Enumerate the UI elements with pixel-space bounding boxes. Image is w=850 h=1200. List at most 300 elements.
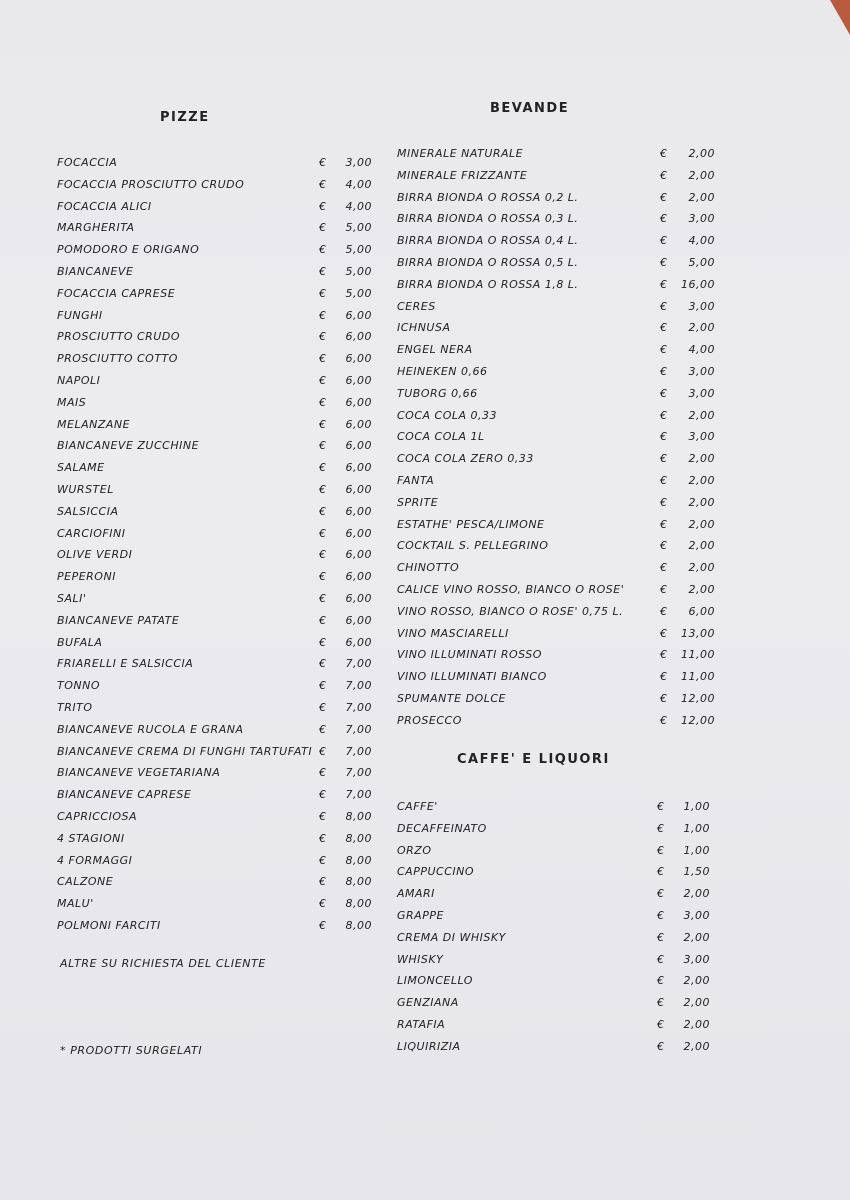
item-price: 12,00	[681, 713, 715, 727]
currency-symbol: €	[660, 343, 668, 357]
currency-symbol: €	[660, 713, 668, 727]
currency-symbol: €	[319, 504, 327, 518]
item-price: 4,00	[345, 199, 372, 213]
bevande-menu-row	[397, 670, 717, 684]
item-name: COCA COLA ZERO 0,33	[397, 452, 534, 466]
item-name: NAPOLI	[57, 374, 101, 387]
currency-symbol: €	[660, 670, 668, 684]
caffe-menu-row	[397, 865, 717, 879]
item-name: CAPRICCIOSA	[57, 810, 137, 823]
item-name: LIQUIRIZIA	[397, 1039, 461, 1053]
caffe-menu-row	[397, 909, 717, 923]
pizze-menu-row	[57, 200, 377, 214]
bevande-menu-row	[397, 234, 717, 248]
item-name: CAFFE'	[397, 800, 438, 813]
currency-symbol: €	[660, 517, 668, 531]
item-name: MARGHERITA	[57, 221, 135, 235]
item-price: 2,00	[688, 190, 715, 204]
currency-symbol: €	[319, 417, 327, 431]
pizze-menu-row	[57, 178, 377, 192]
pizze-menu-row	[57, 265, 377, 279]
item-price: 3,00	[688, 212, 715, 226]
item-price: 4,00	[688, 343, 715, 357]
bevande-menu-row	[397, 169, 717, 183]
item-name: BIRRA BIONDA O ROSSA 0,2 L.	[397, 190, 579, 204]
item-price: 12,00	[681, 692, 715, 705]
pizze-menu-row	[57, 854, 377, 868]
currency-symbol: €	[319, 374, 327, 387]
currency-symbol: €	[660, 408, 668, 422]
currency-symbol: €	[660, 212, 668, 226]
bevande-menu-row	[397, 496, 717, 510]
item-price: 8,00	[345, 831, 372, 845]
currency-symbol: €	[319, 156, 327, 169]
item-price: 7,00	[345, 766, 372, 780]
note-surgelati: * PRODOTTI SURGELATI	[60, 1044, 203, 1057]
item-price: 6,00	[345, 592, 372, 605]
bevande-menu-row	[397, 191, 717, 205]
item-price: 3,00	[683, 952, 710, 966]
item-name: PROSCIUTTO CRUDO	[57, 330, 180, 344]
currency-symbol: €	[660, 256, 668, 269]
bevande-menu-row	[397, 147, 717, 161]
pizze-menu-row	[57, 897, 377, 911]
pizze-menu-row	[57, 832, 377, 846]
bevande-menu-row	[397, 321, 717, 335]
item-price: 4,00	[688, 234, 715, 248]
bevande-menu-row	[397, 256, 717, 270]
item-name: BUFALA	[57, 635, 103, 649]
pizze-menu-row	[57, 483, 377, 497]
item-name: WHISKY	[397, 952, 444, 966]
bevande-title: BEVANDE	[490, 101, 570, 116]
item-name: PROSCIUTTO COTTO	[57, 352, 178, 366]
item-price: 5,00	[688, 256, 715, 269]
caffe-menu-row	[397, 887, 717, 901]
item-name: CALICE VINO ROSSO, BIANCO O ROSE'	[397, 583, 625, 596]
pizze-menu-row	[57, 374, 377, 388]
caffe-menu-row	[397, 931, 717, 945]
currency-symbol: €	[319, 897, 327, 911]
item-name: BIRRA BIONDA O ROSSA 0,5 L.	[397, 256, 579, 269]
currency-symbol: €	[660, 626, 668, 640]
item-price: 6,00	[345, 635, 372, 649]
item-price: 6,00	[345, 548, 372, 562]
item-price: 11,00	[681, 648, 715, 662]
item-price: 6,00	[345, 483, 372, 496]
pizze-menu-row	[57, 396, 377, 410]
pizze-menu-row	[57, 309, 377, 323]
item-price: 2,00	[688, 495, 715, 509]
item-name: FUNGHI	[57, 308, 103, 322]
currency-symbol: €	[319, 722, 327, 736]
item-name: BIRRA BIONDA O ROSSA 0,3 L.	[397, 212, 579, 226]
item-name: MAIS	[57, 395, 87, 409]
item-price: 8,00	[345, 810, 372, 823]
currency-symbol: €	[660, 365, 668, 378]
item-name: POLMONI FARCITI	[57, 919, 161, 932]
item-name: VINO ILLUMINATI BIANCO	[397, 670, 547, 684]
item-name: MINERALE NATURALE	[397, 147, 524, 160]
item-price: 2,00	[683, 1039, 710, 1053]
currency-symbol: €	[319, 919, 327, 932]
currency-symbol: €	[657, 821, 665, 835]
item-name: CERES	[397, 299, 436, 313]
bevande-menu-row	[397, 648, 717, 662]
item-price: 8,00	[345, 919, 372, 932]
item-name: PROSECCO	[397, 713, 462, 727]
item-price: 6,00	[345, 374, 372, 387]
note-altre: ALTRE SU RICHIESTA DEL CLIENTE	[60, 957, 266, 970]
currency-symbol: €	[660, 147, 668, 160]
bevande-menu-row	[397, 212, 717, 226]
item-price: 2,00	[688, 583, 715, 596]
currency-symbol: €	[319, 635, 327, 649]
item-price: 16,00	[681, 277, 715, 291]
bevande-menu-row	[397, 343, 717, 357]
item-price: 8,00	[345, 897, 372, 911]
item-price: 3,00	[688, 386, 715, 400]
item-name: AMARI	[397, 887, 435, 901]
pizze-menu-row	[57, 723, 377, 737]
item-name: MELANZANE	[57, 417, 131, 431]
item-name: POMODORO E ORIGANO	[57, 243, 200, 257]
currency-symbol: €	[319, 461, 327, 475]
item-name: TUBORG 0,66	[397, 386, 478, 400]
bevande-menu-row	[397, 583, 717, 597]
bevande-menu-row	[397, 278, 717, 292]
item-price: 1,00	[683, 821, 710, 835]
currency-symbol: €	[319, 199, 327, 213]
bevande-menu-row	[397, 518, 717, 532]
currency-symbol: €	[319, 788, 327, 802]
item-price: 6,00	[345, 395, 372, 409]
item-price: 6,00	[688, 604, 715, 618]
pizze-title: PIZZE	[160, 110, 210, 125]
currency-symbol: €	[660, 386, 668, 400]
caffe-menu-row	[397, 953, 717, 967]
item-name: BIANCANEVE PATATE	[57, 613, 180, 627]
item-price: 6,00	[345, 439, 372, 453]
currency-symbol: €	[657, 952, 665, 966]
item-price: 5,00	[345, 221, 372, 235]
currency-symbol: €	[319, 831, 327, 845]
pizze-menu-row	[57, 875, 377, 889]
currency-symbol: €	[319, 352, 327, 366]
item-price: 2,00	[688, 517, 715, 531]
currency-symbol: €	[319, 570, 327, 584]
item-price: 2,00	[683, 974, 710, 988]
item-name: ESTATHE' PESCA/LIMONE	[397, 517, 545, 531]
currency-symbol: €	[657, 887, 665, 901]
currency-symbol: €	[660, 583, 668, 596]
item-name: VINO ROSSO, BIANCO O ROSE' 0,75 L.	[397, 604, 624, 618]
item-name: CARCIOFINI	[57, 526, 126, 540]
item-price: 8,00	[345, 853, 372, 867]
currency-symbol: €	[660, 648, 668, 662]
currency-symbol: €	[319, 308, 327, 322]
item-price: 11,00	[681, 670, 715, 684]
item-price: 2,00	[688, 168, 715, 182]
bevande-menu-row	[397, 452, 717, 466]
item-price: 6,00	[345, 308, 372, 322]
item-price: 5,00	[345, 265, 372, 278]
currency-symbol: €	[660, 277, 668, 291]
item-price: 2,00	[683, 930, 710, 944]
item-price: 6,00	[345, 570, 372, 584]
item-name: SALSICCIA	[57, 504, 119, 518]
currency-symbol: €	[660, 452, 668, 466]
item-name: WURSTEL	[57, 483, 114, 496]
item-price: 2,00	[688, 147, 715, 160]
item-price: 2,00	[683, 887, 710, 901]
item-name: FRIARELLI E SALSICCIA	[57, 657, 194, 671]
currency-symbol: €	[660, 430, 668, 444]
currency-symbol: €	[319, 439, 327, 453]
bevande-menu-row	[397, 474, 717, 488]
bevande-menu-row	[397, 409, 717, 423]
caffe-menu-row	[397, 1040, 717, 1054]
item-name: LIMONCELLO	[397, 974, 473, 988]
item-name: FOCACCIA ALICI	[57, 199, 152, 213]
item-price: 3,00	[345, 156, 372, 169]
item-name: RATAFIA	[397, 1018, 446, 1031]
item-name: VINO MASCIARELLI	[397, 626, 509, 640]
currency-symbol: €	[660, 539, 668, 553]
item-price: 4,00	[345, 177, 372, 191]
item-name: BIANCANEVE CREMA DI FUNGHI TARTUFATI	[57, 744, 313, 758]
pizze-menu-row	[57, 352, 377, 366]
currency-symbol: €	[319, 657, 327, 671]
item-name: ENGEL NERA	[397, 343, 473, 357]
currency-symbol: €	[657, 843, 665, 857]
currency-symbol: €	[319, 330, 327, 344]
pizze-menu-row	[57, 679, 377, 693]
item-price: 7,00	[345, 679, 372, 693]
currency-symbol: €	[657, 996, 665, 1010]
item-price: 7,00	[345, 722, 372, 736]
bevande-menu-row	[397, 430, 717, 444]
bevande-menu-row	[397, 627, 717, 641]
item-price: 7,00	[345, 788, 372, 802]
item-price: 6,00	[345, 613, 372, 627]
bevande-menu-row	[397, 539, 717, 553]
currency-symbol: €	[319, 177, 327, 191]
item-price: 1,00	[683, 800, 710, 813]
bevande-menu-row	[397, 365, 717, 379]
item-name: SPUMANTE DOLCE	[397, 692, 506, 705]
item-name: SALI'	[57, 592, 87, 605]
currency-symbol: €	[660, 190, 668, 204]
item-name: BIRRA BIONDA O ROSSA 1,8 L.	[397, 277, 579, 291]
item-name: FOCACCIA CAPRESE	[57, 286, 176, 300]
item-price: 3,00	[683, 909, 710, 922]
caffe-menu-row	[397, 974, 717, 988]
currency-symbol: €	[319, 853, 327, 867]
item-name: TRITO	[57, 701, 93, 714]
currency-symbol: €	[657, 930, 665, 944]
bevande-menu-row	[397, 387, 717, 401]
currency-symbol: €	[660, 234, 668, 248]
item-name: GRAPPE	[397, 909, 444, 922]
currency-symbol: €	[657, 1039, 665, 1053]
item-name: ICHNUSA	[397, 321, 451, 335]
currency-symbol: €	[660, 474, 668, 487]
bevande-menu-row	[397, 714, 717, 728]
item-name: VINO ILLUMINATI ROSSO	[397, 648, 542, 662]
pizze-menu-row	[57, 636, 377, 650]
currency-symbol: €	[319, 395, 327, 409]
pizze-menu-row	[57, 461, 377, 475]
currency-symbol: €	[660, 495, 668, 509]
item-name: FOCACCIA PROSCIUTTO CRUDO	[57, 177, 245, 191]
item-price: 2,00	[683, 996, 710, 1010]
item-price: 8,00	[345, 875, 372, 889]
currency-symbol: €	[660, 299, 668, 313]
item-price: 2,00	[688, 539, 715, 553]
item-price: 2,00	[688, 321, 715, 335]
item-price: 6,00	[345, 461, 372, 475]
item-price: 1,00	[683, 843, 710, 857]
currency-symbol: €	[660, 692, 668, 705]
currency-symbol: €	[319, 810, 327, 823]
item-name: CREMA DI WHISKY	[397, 930, 506, 944]
bevande-menu-row	[397, 300, 717, 314]
item-price: 7,00	[345, 744, 372, 758]
item-price: 13,00	[681, 626, 715, 640]
item-name: BIANCANEVE ZUCCHINE	[57, 439, 200, 453]
pizze-menu-row	[57, 766, 377, 780]
item-name: CAPPUCCINO	[397, 865, 475, 879]
pizze-menu-row	[57, 745, 377, 759]
item-name: SPRITE	[397, 495, 439, 509]
item-price: 2,00	[688, 474, 715, 487]
item-name: BIANCANEVE VEGETARIANA	[57, 766, 221, 780]
item-price: 6,00	[345, 526, 372, 540]
pizze-menu-row	[57, 287, 377, 301]
pizze-menu-row	[57, 527, 377, 541]
item-name: CHINOTTO	[397, 561, 460, 575]
currency-symbol: €	[319, 679, 327, 693]
item-name: BIANCANEVE	[57, 265, 134, 278]
item-price: 7,00	[345, 657, 372, 671]
pizze-menu-row	[57, 243, 377, 257]
item-name: OLIVE VERDI	[57, 548, 133, 562]
item-name: 4 FORMAGGI	[57, 853, 133, 867]
item-price: 2,00	[683, 1018, 710, 1031]
caffe-menu-row	[397, 822, 717, 836]
caffe-title: CAFFE' E LIQUORI	[457, 752, 610, 767]
item-name: COCKTAIL S. PELLEGRINO	[397, 539, 549, 553]
caffe-menu-row	[397, 800, 717, 814]
item-name: FOCACCIA	[57, 156, 118, 169]
pizze-menu-row	[57, 505, 377, 519]
currency-symbol: €	[319, 548, 327, 562]
item-name: PEPERONI	[57, 570, 116, 584]
currency-symbol: €	[657, 865, 665, 879]
pizze-menu-row	[57, 156, 377, 170]
currency-symbol: €	[319, 483, 327, 496]
item-price: 5,00	[345, 286, 372, 300]
currency-symbol: €	[319, 221, 327, 235]
item-name: GENZIANA	[397, 996, 459, 1010]
item-name: BIRRA BIONDA O ROSSA 0,4 L.	[397, 234, 579, 248]
item-name: BIANCANEVE RUCOLA E GRANA	[57, 722, 244, 736]
bevande-menu-row	[397, 692, 717, 706]
item-name: COCA COLA 1L	[397, 430, 485, 444]
currency-symbol: €	[319, 613, 327, 627]
caffe-menu-row	[397, 1018, 717, 1032]
item-name: DECAFFEINATO	[397, 821, 487, 835]
item-price: 3,00	[688, 365, 715, 378]
caffe-menu-row	[397, 844, 717, 858]
pizze-menu-row	[57, 330, 377, 344]
item-price: 6,00	[345, 330, 372, 344]
currency-symbol: €	[319, 875, 327, 889]
item-price: 6,00	[345, 417, 372, 431]
currency-symbol: €	[319, 286, 327, 300]
currency-symbol: €	[319, 265, 327, 278]
item-name: MINERALE FRIZZANTE	[397, 168, 528, 182]
bevande-menu-row	[397, 561, 717, 575]
item-price: 5,00	[345, 243, 372, 257]
pizze-menu-row	[57, 701, 377, 715]
item-price: 2,00	[688, 408, 715, 422]
currency-symbol: €	[657, 1018, 665, 1031]
pizze-menu-row	[57, 919, 377, 933]
pizze-menu-row	[57, 570, 377, 584]
item-price: 1,50	[683, 865, 710, 879]
currency-symbol: €	[319, 744, 327, 758]
item-name: TONNO	[57, 679, 100, 693]
pizze-menu-row	[57, 439, 377, 453]
item-name: COCA COLA 0,33	[397, 408, 498, 422]
pizze-menu-row	[57, 548, 377, 562]
item-price: 2,00	[688, 561, 715, 575]
caffe-menu-row	[397, 996, 717, 1010]
item-name: BIANCANEVE CAPRESE	[57, 788, 192, 802]
item-name: FANTA	[397, 474, 435, 487]
currency-symbol: €	[319, 526, 327, 540]
currency-symbol: €	[657, 800, 665, 813]
currency-symbol: €	[660, 168, 668, 182]
item-name: ORZO	[397, 843, 432, 857]
pizze-menu-row	[57, 418, 377, 432]
currency-symbol: €	[319, 592, 327, 605]
currency-symbol: €	[660, 561, 668, 575]
currency-symbol: €	[319, 243, 327, 257]
item-price: 7,00	[345, 701, 372, 714]
item-price: 6,00	[345, 352, 372, 366]
currency-symbol: €	[660, 321, 668, 335]
item-name: MALU'	[57, 897, 94, 911]
bevande-menu-row	[397, 605, 717, 619]
item-name: 4 STAGIONI	[57, 831, 125, 845]
item-price: 2,00	[688, 452, 715, 466]
currency-symbol: €	[657, 974, 665, 988]
item-price: 3,00	[688, 299, 715, 313]
item-price: 6,00	[345, 504, 372, 518]
pizze-menu-row	[57, 592, 377, 606]
pizze-menu-row	[57, 788, 377, 802]
currency-symbol: €	[657, 909, 665, 922]
pizze-menu-row	[57, 614, 377, 628]
item-price: 3,00	[688, 430, 715, 444]
item-name: HEINEKEN 0,66	[397, 365, 488, 378]
item-name: SALAME	[57, 461, 105, 475]
pizze-menu-row	[57, 810, 377, 824]
currency-symbol: €	[319, 701, 327, 714]
